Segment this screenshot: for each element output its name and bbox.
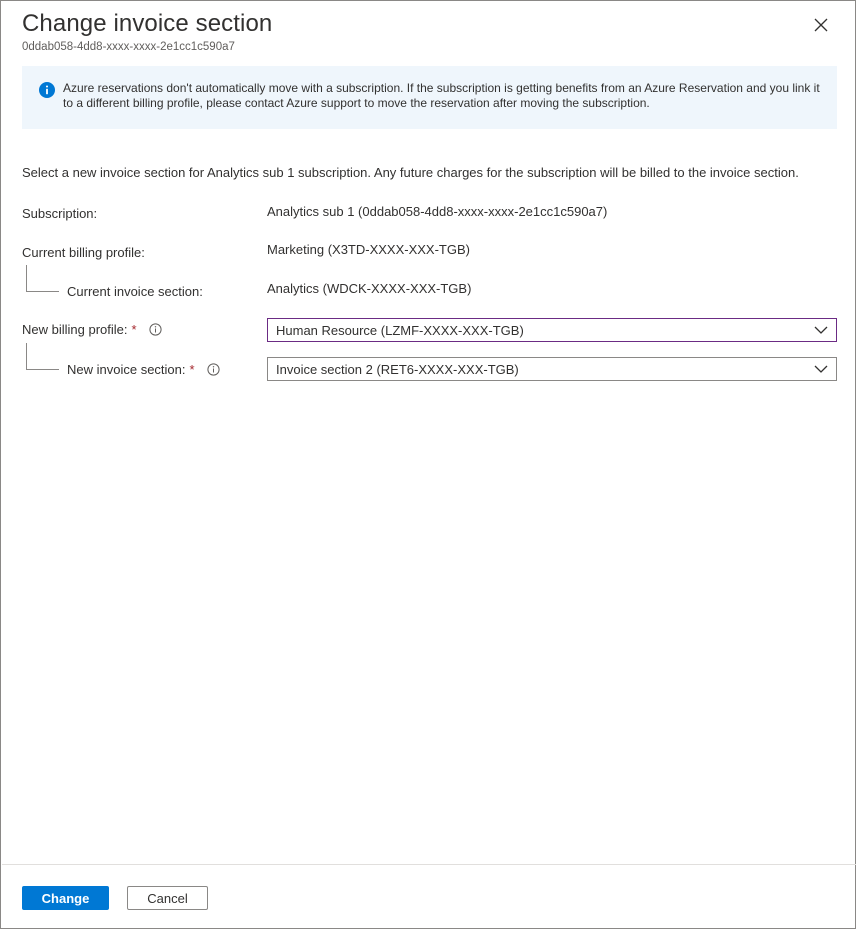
subscription-label: Subscription:: [22, 206, 98, 221]
new-billing-profile-selected: Human Resource (LZMF-XXXX-XXX-TGB): [276, 322, 524, 338]
close-icon: [814, 18, 828, 32]
new-invoice-section-label: [67, 362, 220, 377]
footer-divider: [2, 864, 856, 865]
current-billing-profile-label: Current billing profile:: [22, 245, 145, 260]
new-billing-profile-label-text: New billing profile:: [22, 322, 128, 337]
form-description: Select a new invoice section for Analytics sub 1 subscription. Any future charges for the subscription will be billed to the invoice section.: [22, 165, 799, 180]
chevron-down-icon: [814, 363, 828, 375]
chevron-down-icon: [814, 324, 828, 336]
required-marker: *: [189, 362, 195, 377]
current-invoice-section-value: Analytics (WDCK-XXXX-XXX-TGB): [267, 281, 472, 296]
new-billing-profile-dropdown[interactable]: [267, 318, 837, 342]
close-button[interactable]: [809, 13, 833, 37]
info-icon: [39, 82, 55, 98]
page-subtitle: 0ddab058-4dd8-xxxx-xxxx-2e1cc1c590a7: [22, 41, 235, 53]
tree-connector-vertical: [26, 343, 27, 370]
page-title: Change invoice section: [22, 10, 273, 37]
change-button[interactable]: Change: [22, 886, 109, 910]
tree-connector-horizontal: [26, 291, 59, 292]
info-tooltip-icon[interactable]: [207, 363, 220, 376]
new-invoice-section-selected: Invoice section 2 (RET6-XXXX-XXX-TGB): [276, 361, 519, 377]
new-invoice-section-dropdown[interactable]: [267, 357, 837, 381]
tree-connector-vertical: [26, 265, 27, 292]
banner-message: Azure reservations don't automatically move with a subscription. If the subscription is getting benefits from an Azure Reservation and you link it to a different billing profile, please contact Azure support to move the reservation after moving the subscription.: [63, 81, 820, 110]
info-tooltip-icon[interactable]: [149, 323, 162, 336]
info-banner: [22, 66, 837, 129]
cancel-button[interactable]: Cancel: [127, 886, 208, 910]
new-billing-profile-label: [22, 322, 162, 337]
new-invoice-section-label-text: New invoice section:: [67, 362, 186, 377]
current-billing-profile-value: Marketing (X3TD-XXXX-XXX-TGB): [267, 242, 470, 257]
required-marker: *: [131, 322, 137, 337]
current-invoice-section-label: Current invoice section:: [67, 284, 203, 299]
subscription-value: Analytics sub 1 (0ddab058-4dd8-xxxx-xxxx-2e1cc1c590a7): [267, 204, 608, 219]
tree-connector-horizontal: [26, 369, 59, 370]
